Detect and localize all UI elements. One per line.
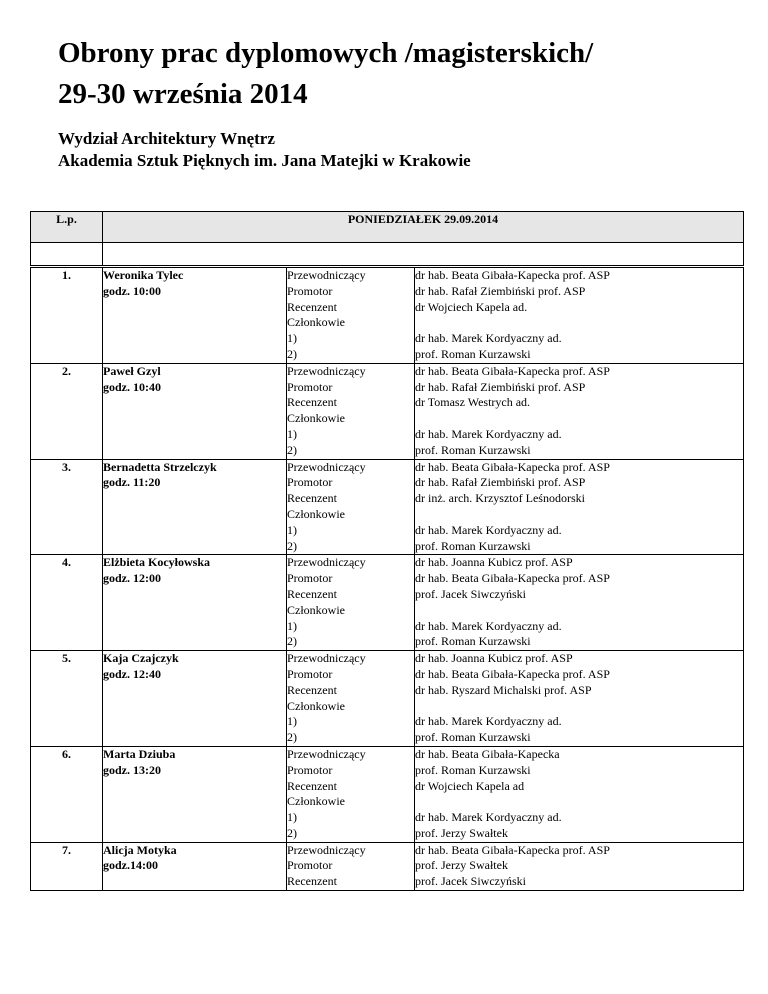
- page-subtitle: [58, 128, 471, 172]
- committee-role-label: Recenzent: [287, 491, 337, 506]
- members-gap: [415, 315, 743, 331]
- student-cell: [103, 842, 287, 890]
- committee-role-label: 1): [287, 522, 297, 537]
- table-row: [31, 363, 744, 459]
- column-header-lp: L.p.: [31, 212, 103, 243]
- student-name: Alicja Motyka: [103, 842, 177, 857]
- committee-member-1-name: dr hab. Marek Kordyaczny ad.: [415, 618, 562, 633]
- row-number: 6.: [31, 746, 103, 842]
- committee-member-1-name: dr hab. Marek Kordyaczny ad.: [415, 522, 562, 537]
- defense-time: godz.14:00: [103, 858, 158, 873]
- row-number: 2.: [31, 363, 103, 459]
- defense-time: godz. 12:40: [103, 666, 161, 681]
- committee-role-label: Recenzent: [287, 778, 337, 793]
- table-row: [31, 555, 744, 651]
- members-gap: [415, 411, 743, 427]
- committee-role-label: 2): [287, 634, 297, 649]
- promoter-name: dr hab. Beata Gibała-Kapecka prof. ASP: [415, 666, 610, 681]
- student-cell: [103, 746, 287, 842]
- committee-role-label: Przewodniczący: [287, 842, 366, 857]
- committee-role-label: Recenzent: [287, 682, 337, 697]
- defense-time: godz. 11:20: [103, 475, 161, 490]
- table-row: [31, 651, 744, 747]
- academy-name: Akademia Sztuk Pięknych im. Jana Matejki w Krakowie: [58, 151, 471, 170]
- members-gap: [415, 507, 743, 523]
- reviewer-name: dr Wojciech Kapela ad.: [415, 299, 528, 314]
- promoter-name: prof. Jerzy Swałtek: [415, 858, 508, 873]
- title-line-2: 29-30 września 2014: [58, 78, 308, 110]
- row-number: 7.: [31, 842, 103, 890]
- row-number: 5.: [31, 651, 103, 747]
- student-cell: [103, 363, 287, 459]
- committee-members-cell: [415, 363, 744, 459]
- members-gap: [415, 603, 743, 619]
- table-body: [31, 243, 744, 891]
- committee-role-label: 2): [287, 825, 297, 840]
- defense-time: godz. 10:00: [103, 283, 161, 298]
- committee-role-label: 1): [287, 331, 297, 346]
- defense-time: godz. 12:00: [103, 571, 161, 586]
- spacer-cell: [103, 243, 744, 267]
- committee-roles-cell: [287, 555, 415, 651]
- promoter-name: dr hab. Rafał Ziembiński prof. ASP: [415, 283, 586, 298]
- committee-member-1-name: dr hab. Marek Kordyaczny ad.: [415, 810, 562, 825]
- committee-role-label: Promotor: [287, 666, 333, 681]
- committee-role-label: Członkowie: [287, 698, 345, 713]
- committee-role-label: Promotor: [287, 475, 333, 490]
- committee-member-2-name: prof. Roman Kurzawski: [415, 634, 531, 649]
- committee-members-cell: [415, 842, 744, 890]
- faculty-name: Wydział Architektury Wnętrz: [58, 129, 275, 148]
- committee-roles-cell: [287, 363, 415, 459]
- members-gap: [415, 794, 743, 810]
- committee-role-label: Przewodniczący: [287, 555, 366, 570]
- committee-member-2-name: prof. Roman Kurzawski: [415, 442, 531, 457]
- committee-role-label: Promotor: [287, 858, 333, 873]
- committee-member-2-name: prof. Jerzy Swałtek: [415, 825, 508, 840]
- student-name: Kaja Czajczyk: [103, 651, 179, 666]
- committee-role-label: 1): [287, 714, 297, 729]
- committee-roles-cell: [287, 842, 415, 890]
- student-name: Bernadetta Strzelczyk: [103, 459, 217, 474]
- committee-role-label: Członkowie: [287, 794, 345, 809]
- committee-role-label: 2): [287, 538, 297, 553]
- reviewer-name: prof. Jacek Siwczyński: [415, 874, 526, 889]
- committee-member-2-name: prof. Roman Kurzawski: [415, 730, 531, 745]
- student-cell: [103, 651, 287, 747]
- committee-chair-name: dr hab. Beata Gibała-Kapecka prof. ASP: [415, 363, 610, 378]
- committee-roles-cell: [287, 267, 415, 364]
- committee-role-label: Członkowie: [287, 315, 345, 330]
- row-number: 1.: [31, 267, 103, 364]
- spacer-cell: [31, 243, 103, 267]
- defense-time: godz. 13:20: [103, 762, 161, 777]
- table-row: [31, 746, 744, 842]
- promoter-name: dr hab. Rafał Ziembiński prof. ASP: [415, 475, 586, 490]
- committee-members-cell: [415, 651, 744, 747]
- committee-role-label: 2): [287, 442, 297, 457]
- committee-role-label: Promotor: [287, 379, 333, 394]
- committee-members-cell: [415, 267, 744, 364]
- committee-roles-cell: [287, 746, 415, 842]
- committee-role-label: Promotor: [287, 762, 333, 777]
- promoter-name: dr hab. Beata Gibała-Kapecka prof. ASP: [415, 571, 610, 586]
- committee-members-cell: [415, 459, 744, 555]
- committee-role-label: 1): [287, 810, 297, 825]
- table-header-row: [31, 212, 744, 243]
- student-name: Elżbieta Kocyłowska: [103, 555, 210, 570]
- promoter-name: dr hab. Rafał Ziembiński prof. ASP: [415, 379, 586, 394]
- student-name: Marta Dziuba: [103, 746, 176, 761]
- committee-role-label: Przewodniczący: [287, 268, 366, 282]
- committee-member-1-name: dr hab. Marek Kordyaczny ad.: [415, 426, 562, 441]
- promoter-name: prof. Roman Kurzawski: [415, 762, 531, 777]
- committee-role-label: 1): [287, 426, 297, 441]
- committee-role-label: Promotor: [287, 571, 333, 586]
- committee-role-label: Recenzent: [287, 299, 337, 314]
- header-spacer-row: [31, 243, 744, 267]
- reviewer-name: prof. Jacek Siwczyński: [415, 586, 526, 601]
- committee-role-label: 2): [287, 346, 297, 361]
- committee-chair-name: dr hab. Beata Gibała-Kapecka prof. ASP: [415, 268, 610, 282]
- reviewer-name: dr inż. arch. Krzysztof Leśnodorski: [415, 491, 585, 506]
- committee-role-label: Przewodniczący: [287, 651, 366, 666]
- committee-role-label: 2): [287, 730, 297, 745]
- committee-member-1-name: dr hab. Marek Kordyaczny ad.: [415, 714, 562, 729]
- reviewer-name: dr Tomasz Westrych ad.: [415, 395, 531, 410]
- table-row: [31, 842, 744, 890]
- committee-role-label: Przewodniczący: [287, 746, 366, 761]
- committee-chair-name: dr hab. Beata Gibała-Kapecka: [415, 746, 560, 761]
- committee-chair-name: dr hab. Joanna Kubicz prof. ASP: [415, 651, 573, 666]
- reviewer-name: dr Wojciech Kapela ad: [415, 778, 525, 793]
- student-cell: [103, 267, 287, 364]
- committee-chair-name: dr hab. Joanna Kubicz prof. ASP: [415, 555, 573, 570]
- committee-chair-name: dr hab. Beata Gibała-Kapecka prof. ASP: [415, 459, 610, 474]
- committee-role-label: 1): [287, 618, 297, 633]
- row-number: 4.: [31, 555, 103, 651]
- table-row: [31, 267, 744, 364]
- members-gap: [415, 699, 743, 715]
- student-cell: [103, 459, 287, 555]
- committee-role-label: Członkowie: [287, 506, 345, 521]
- committee-role-label: Recenzent: [287, 874, 337, 889]
- row-number: 3.: [31, 459, 103, 555]
- column-header-day: PONIEDZIAŁEK 29.09.2014: [103, 212, 744, 243]
- table-row: [31, 459, 744, 555]
- committee-roles-cell: [287, 459, 415, 555]
- committee-role-label: Recenzent: [287, 395, 337, 410]
- student-cell: [103, 555, 287, 651]
- committee-members-cell: [415, 555, 744, 651]
- committee-role-label: Recenzent: [287, 586, 337, 601]
- committee-role-label: Promotor: [287, 283, 333, 298]
- committee-member-1-name: dr hab. Marek Kordyaczny ad.: [415, 331, 562, 346]
- committee-role-label: Członkowie: [287, 602, 345, 617]
- committee-role-label: Członkowie: [287, 411, 345, 426]
- defense-time: godz. 10:40: [103, 379, 161, 394]
- title-line-1: Obrony prac dyplomowych /magisterskich/: [58, 37, 594, 69]
- student-name: Paweł Gzyl: [103, 363, 161, 378]
- committee-member-2-name: prof. Roman Kurzawski: [415, 346, 531, 361]
- page-title: [58, 33, 593, 115]
- committee-role-label: Przewodniczący: [287, 459, 366, 474]
- reviewer-name: dr hab. Ryszard Michalski prof. ASP: [415, 682, 592, 697]
- student-name: Weronika Tylec: [103, 268, 184, 282]
- defense-schedule-table: [30, 211, 744, 891]
- committee-role-label: Przewodniczący: [287, 363, 366, 378]
- committee-members-cell: [415, 746, 744, 842]
- committee-chair-name: dr hab. Beata Gibała-Kapecka prof. ASP: [415, 842, 610, 857]
- committee-roles-cell: [287, 651, 415, 747]
- committee-member-2-name: prof. Roman Kurzawski: [415, 538, 531, 553]
